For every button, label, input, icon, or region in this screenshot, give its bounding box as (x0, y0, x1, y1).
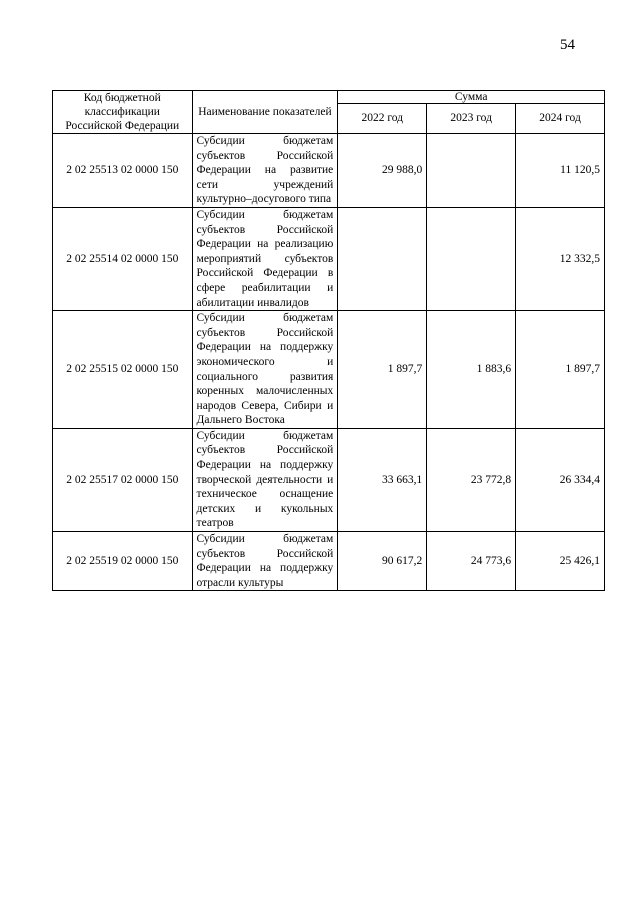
row-value-2024: 11 120,5 (516, 134, 605, 208)
table-row (53, 311, 605, 429)
budget-table (52, 90, 605, 591)
table-row (53, 134, 605, 208)
table-row (53, 532, 605, 591)
table-row (53, 428, 605, 531)
table-header-row (53, 91, 605, 104)
row-code: 2 02 25519 02 0000 150 (53, 532, 193, 591)
row-value-2023: 1 883,6 (427, 311, 516, 429)
row-name: Субсидии бюджетам субъектов Российской Федерации на развитие сети учреждений культурно–досугового типа (192, 134, 338, 208)
row-name: Субсидии бюджетам субъектов Российской Федерации на реализацию мероприятий субъектов Российской Федерации в сфере реабилитации и абилитации инвалидов (192, 207, 338, 310)
header-year-2022: 2022 год (338, 104, 427, 134)
row-value-2024: 25 426,1 (516, 532, 605, 591)
row-value-2022 (338, 207, 427, 310)
row-value-2023: 24 773,6 (427, 532, 516, 591)
page-number: 54 (560, 37, 575, 53)
row-name: Субсидии бюджетам субъектов Российской Федерации на поддержку творческой деятельности и техническое оснащение детских и кукольных театров (192, 428, 338, 531)
row-value-2022: 1 897,7 (338, 311, 427, 429)
row-name: Субсидии бюджетам субъектов Российской Федерации на поддержку отрасли культуры (192, 532, 338, 591)
row-value-2023 (427, 134, 516, 208)
row-code: 2 02 25515 02 0000 150 (53, 311, 193, 429)
row-code: 2 02 25513 02 0000 150 (53, 134, 193, 208)
row-value-2024: 12 332,5 (516, 207, 605, 310)
row-value-2024: 26 334,4 (516, 428, 605, 531)
header-code: Код бюджетной классификации Российской Федерации (53, 91, 193, 134)
row-value-2022: 33 663,1 (338, 428, 427, 531)
row-value-2022: 29 988,0 (338, 134, 427, 208)
row-value-2024: 1 897,7 (516, 311, 605, 429)
row-value-2023 (427, 207, 516, 310)
row-code: 2 02 25514 02 0000 150 (53, 207, 193, 310)
row-name: Субсидии бюджетам субъектов Российской Федерации на поддержку экономического и социального развития коренных малочисленных народов Севера, Сибири и Дальнего Востока (192, 311, 338, 429)
row-value-2023: 23 772,8 (427, 428, 516, 531)
header-sum: Сумма (338, 91, 605, 104)
header-year-2023: 2023 год (427, 104, 516, 134)
header-name: Наименование показателей (192, 91, 338, 134)
header-year-2024: 2024 год (516, 104, 605, 134)
row-value-2022: 90 617,2 (338, 532, 427, 591)
row-code: 2 02 25517 02 0000 150 (53, 428, 193, 531)
table-row (53, 207, 605, 310)
